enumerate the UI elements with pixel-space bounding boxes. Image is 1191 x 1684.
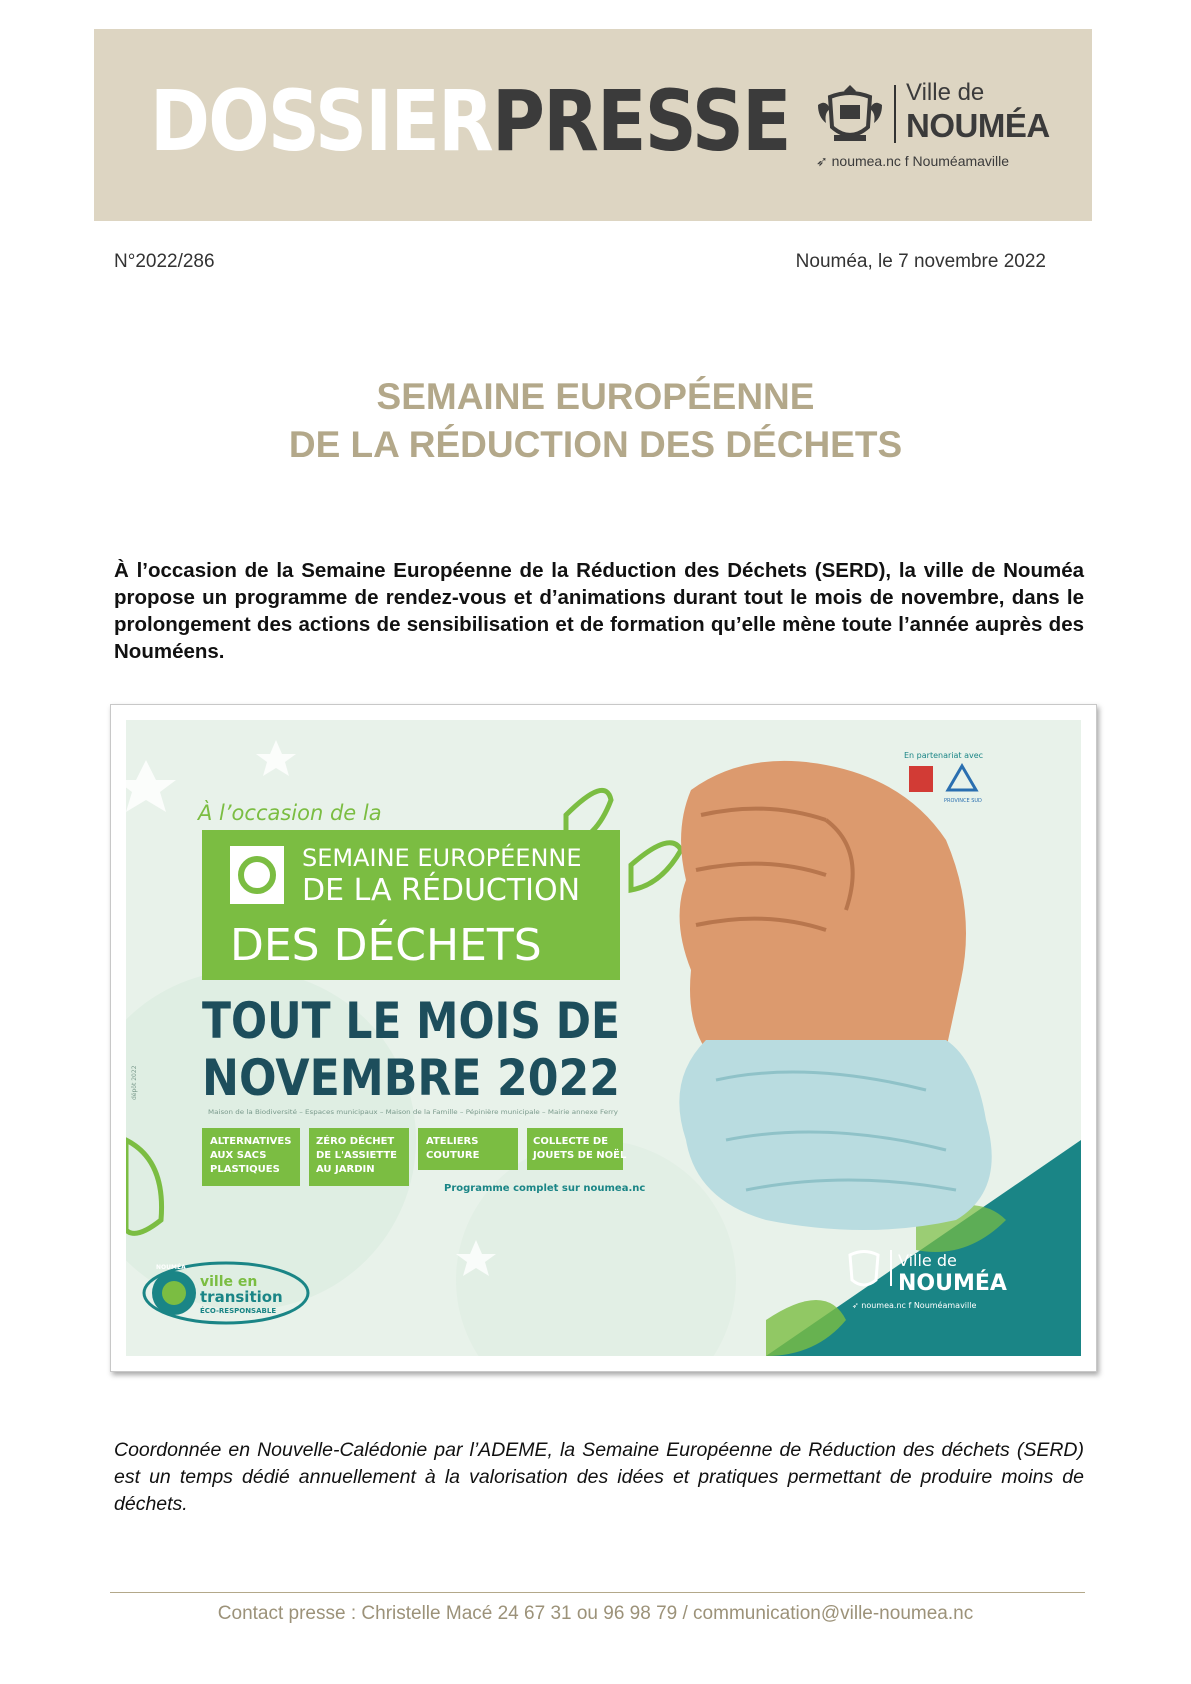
document-title-line2: DE LA RÉDUCTION DES DÉCHETS [288, 424, 903, 465]
brand-word-dossier: DOSSIER [150, 72, 493, 170]
tag-bags-line3: PLASTIQUES [210, 1164, 280, 1175]
logo-web-links: ➶ noumea.nc f Nouméamaville [816, 153, 1010, 169]
tag-toys-line2: JOUETS DE NOËL [533, 1150, 627, 1161]
poster-logo-line2: NOUMÉA [898, 1271, 1007, 1296]
logo-noumea: NOUMÉA [906, 107, 1050, 144]
dossier-presse-title [150, 72, 790, 170]
tag-zero-line1: ZÉRO DÉCHET [316, 1136, 395, 1147]
poster-tag-sewing [418, 1128, 518, 1170]
poster-headline-line2: NOVEMBRE 2022 [202, 1049, 620, 1107]
logo-separator [894, 85, 896, 143]
tag-sewing-line1: ATELIERS [426, 1136, 479, 1147]
serd-poster-image [110, 704, 1097, 1372]
press-contact: Contact presse : Christelle Macé 24 67 31 ou 96 98 79 / communication@ville-noumea.nc [217, 1603, 974, 1624]
ville-noumea-logo [814, 81, 1054, 181]
footer-divider [110, 1592, 1085, 1593]
poster-tag-bags [202, 1128, 300, 1186]
logo-ville-de: Ville de [906, 79, 985, 106]
header-banner [94, 29, 1092, 221]
badge-noumea-text: NOUMÉA [156, 1264, 186, 1271]
poster-side-reference: dépôt 2022 [131, 1065, 138, 1100]
lead-paragraph: À l’occasion de la Semaine Européenne de la Réduction des Déchets (SERD), la ville de Nouméa propose un programme de rendez-vous et d’animations durant tout le mois de novembre, dans le prolongement des actions de sensibilisation et de formation qu’elle mène toute l’année auprès des Nouméens. [114, 559, 1084, 663]
poster-program-link: Programme complet sur noumea.nc [444, 1183, 646, 1194]
city-crest-icon [814, 83, 886, 147]
badge-line2: transition [200, 1288, 283, 1306]
press-release-number: N°2022/286 [114, 251, 215, 272]
tag-bags-line2: AUX SACS [210, 1150, 267, 1161]
poster-box-line2: DE LA RÉDUCTION [302, 873, 581, 908]
tag-zero-line3: AU JARDIN [316, 1164, 375, 1175]
poster-tag-toys [527, 1128, 627, 1170]
badge-line1: ville en [200, 1274, 258, 1290]
poster-box-line3: DES DÉCHETS [230, 920, 542, 971]
badge-line3: ÉCO-RESPONSABLE [200, 1307, 277, 1315]
ademe-logo-icon [909, 766, 933, 792]
poster-headline-line1: TOUT LE MOIS DE [202, 992, 620, 1050]
poster-artwork [126, 720, 1081, 1356]
tag-toys-line1: COLLECTE DE [533, 1136, 609, 1147]
poster-venues: Maison de la Biodiversité – Espaces municipaux – Maison de la Famille – Pépinière municipale – Mairie annexe Ferry [208, 1109, 619, 1116]
poster-tag-zero-waste [309, 1128, 409, 1186]
tag-bags-line1: ALTERNATIVES [210, 1136, 292, 1147]
poster-partner-province: PROVINCE SUD [944, 798, 982, 804]
poster-logo-links: ➶ noumea.nc f Nouméamaville [852, 1301, 977, 1310]
tag-zero-line2: DE L'ASSIETTE [316, 1150, 397, 1161]
document-title-line1: SEMAINE EUROPÉENNE [376, 376, 815, 417]
poster-intro-text: À l’occasion de la [198, 801, 382, 825]
poster-logo-line1: Ville de [898, 1251, 957, 1270]
brand-word-presse: PRESSE [492, 72, 790, 170]
poster-caption: Coordonnée en Nouvelle-Calédonie par l’ADEME, la Semaine Européenne de Réduction des déchets (SERD) est un temps dédié annuellement à la valorisation des idées et pratiques permettant de produire moins de déchets. [114, 1439, 1084, 1515]
press-release-date: Nouméa, le 7 novembre 2022 [795, 251, 1046, 272]
poster-box-line1: SEMAINE EUROPÉENNE [302, 844, 582, 872]
poster-partner-text: En partenariat avec [904, 751, 984, 760]
tag-sewing-line2: COUTURE [426, 1150, 480, 1161]
